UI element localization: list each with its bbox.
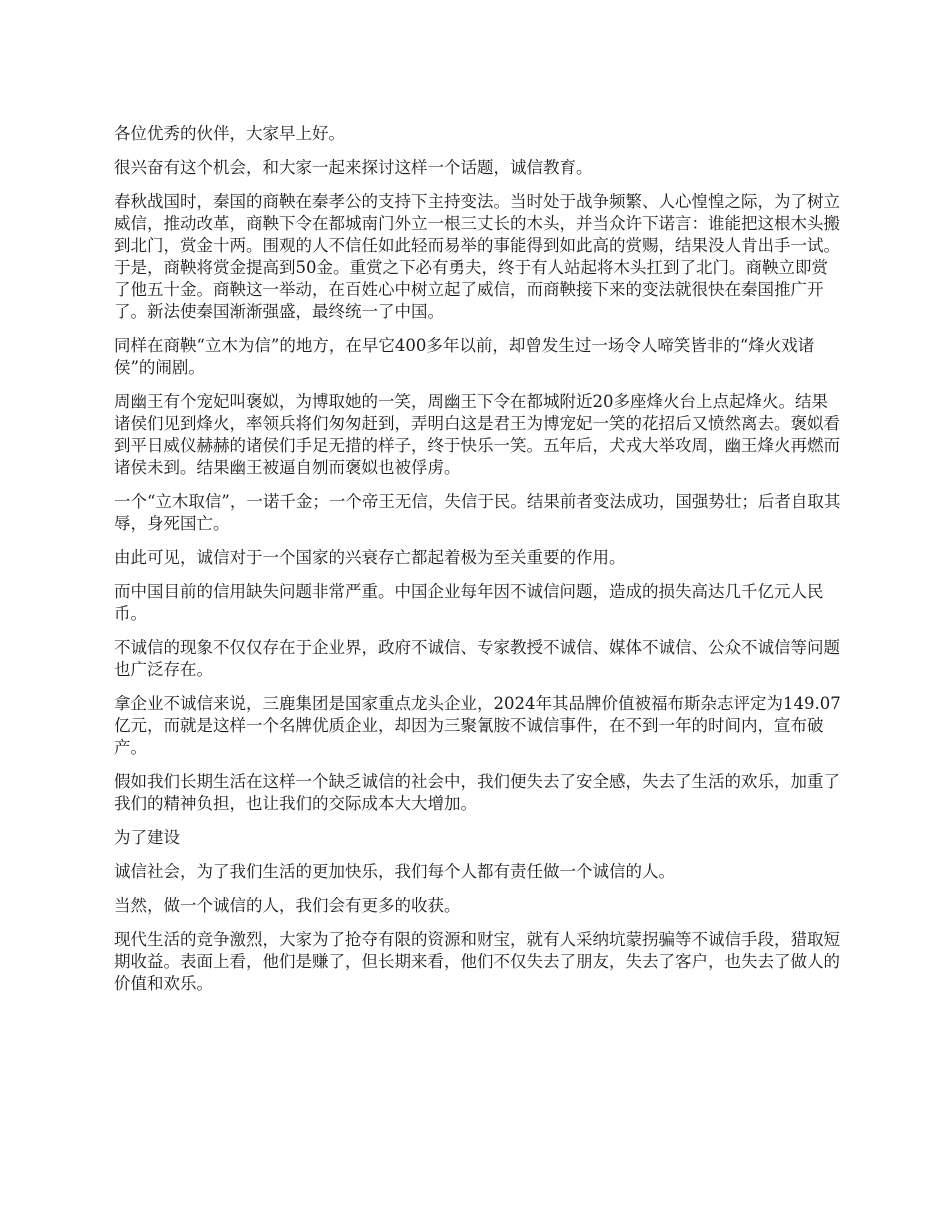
paragraph-topic: 很兴奋有这个机会，和大家一起来探讨这样一个话题，诚信教育。 [114, 158, 593, 177]
paragraph-conclusion: 由此可见，诚信对于一个国家的兴衰存亡都起着极为至关重要的作用。 [114, 548, 626, 567]
paragraph-sanlu: 拿企业不诚信来说，三鹿集团是国家重点龙头企业，2024年其品牌价值被福布斯杂志评定为149.07亿元，而就是这样一个名牌优质企业，却因为三聚氰胺不诚信事件，在不到一年的时间内，宣布破产。 [114, 694, 841, 757]
paragraph-consequences: 假如我们长期生活在这样一个缺乏诚信的社会中，我们便失去了安全感，失去了生活的欢乐，加重了我们的精神负担，也让我们的交际成本大大增加。 [114, 772, 840, 813]
paragraph-shang-yang: 春秋战国时，秦国的商鞅在秦孝公的支持下主持变法。当时处于战争频繁、人心惶惶之际，为了树立威信，推动改革，商鞅下令在都城南门外立一根三丈长的木头，并当众许下诺言：谁能把这根木头搬到北门，赏金十两。围观的人不信任如此轻而易举的事能得到如此高的赏赐，结果没人肯出手一试。于是，商鞅将赏金提高到50金。重赏之下必有勇夫，终于有人站起将木头扛到了北门。商鞅立即赏了他五十金。商鞅这一举动，在百姓心中树立起了威信，而商鞅接下来的变法就很快在秦国推广开了。新法使秦国渐渐强盛，最终统一了中国。 [114, 192, 840, 321]
paragraph-rewards: 当然，做一个诚信的人，我们会有更多的收获。 [114, 896, 461, 915]
paragraph-greeting: 各位优秀的伙伴，大家早上好。 [114, 124, 345, 143]
paragraph-contrast: 一个“立木取信”，一诺千金；一个帝王无信，失信于民。结果前者变法成功，国强势壮；后者自取其辱，身死国亡。 [114, 492, 841, 533]
paragraph-responsibility: 诚信社会，为了我们生活的更加快乐，我们每个人都有责任做一个诚信的人。 [114, 862, 675, 881]
paragraph-king-you: 周幽王有个宠妃叫褒姒，为博取她的一笑，周幽王下令在都城附近20多座烽火台上点起烽火。结果诸侯们见到烽火，率领兵将们匆匆赶到，弄明白这是君王为博宠妃一笑的花招后又愤然离去。褒姒看到平日威仪赫赫的诸侯们手足无措的样子，终于快乐一笑。五年后，犬戎大举攻周，幽王烽火再燃而诸侯未到。结果幽王被逼自刎而褒姒也被俘虏。 [114, 392, 840, 477]
document-body [114, 123, 842, 1007]
paragraph-widespread: 不诚信的现象不仅仅存在于企业界，政府不诚信、专家教授不诚信、媒体不诚信、公众不诚信等问题也广泛存在。 [114, 638, 840, 679]
paragraph-competition: 现代生活的竞争激烈，大家为了抢夺有限的资源和财宝，就有人采纳坑蒙拐骗等不诚信手段，猎取短期收益。表面上看，他们是赚了，但长期来看，他们不仅失去了朋友，失去了客户，也失去了做人的价值和欢乐。 [114, 930, 840, 993]
paragraph-beacon-intro: 同样在商鞅“立木为信”的地方，在早它400多年以前，却曾发生过一场令人啼笑皆非的“烽火戏诸侯”的闹剧。 [114, 336, 815, 377]
paragraph-credit-loss: 而中国目前的信用缺失问题非常严重。中国企业每年因不诚信问题，造成的损失高达几千亿元人民币。 [114, 582, 824, 623]
paragraph-build: 为了建设 [114, 828, 180, 847]
